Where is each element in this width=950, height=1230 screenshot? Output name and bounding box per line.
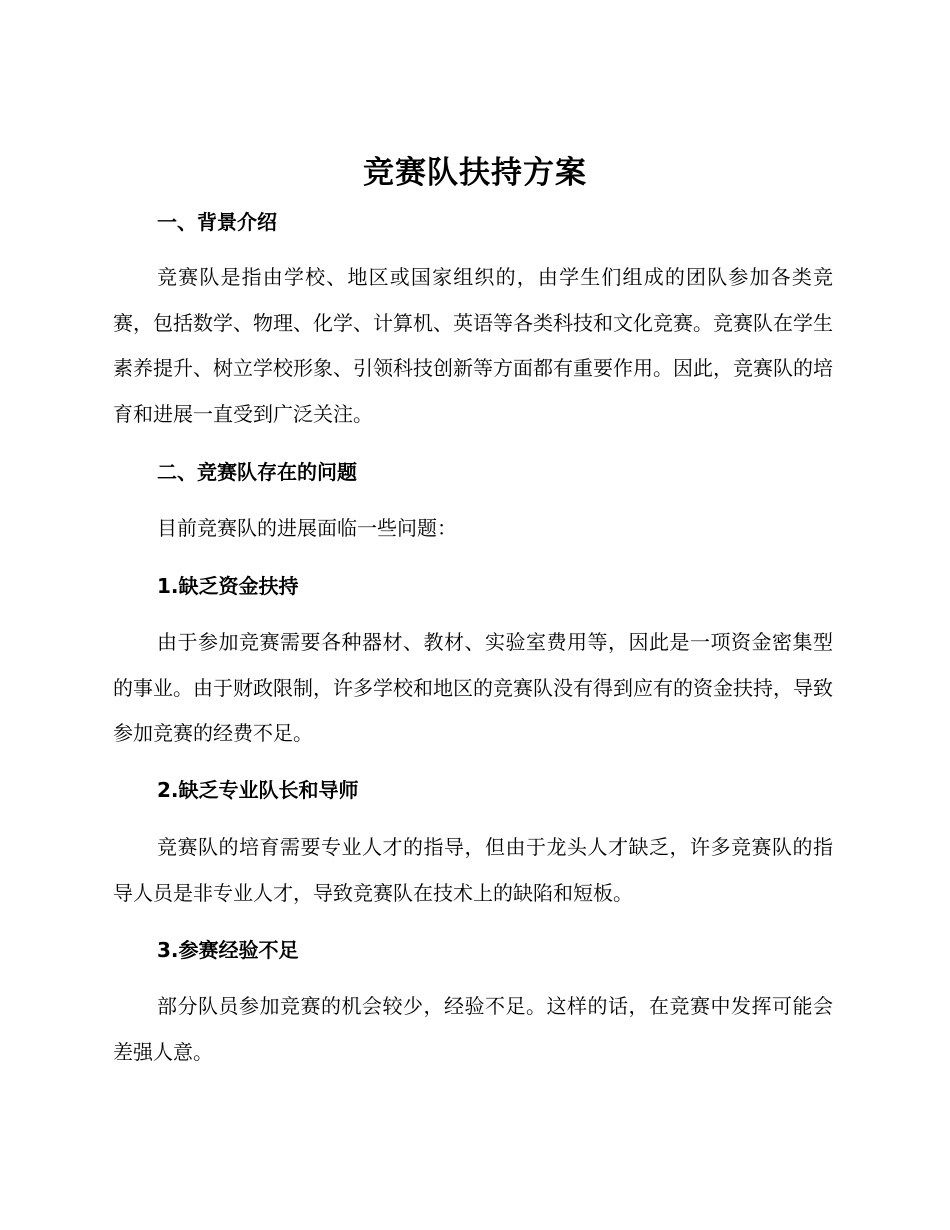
section-paragraph-funding: 由于参加竞赛需要各种器材、教材、实验室费用等，因此是一项资金密集型的事业。由于财政限制，许多学校和地区的竞赛队没有得到应有的资金扶持，导致参加竞赛的经费不足。	[113, 630, 833, 745]
section-paragraph-mentors: 竞赛队的培育需要专业人才的指导，但由于龙头人才缺乏，许多竞赛队的指导人员是非专业人才，导致竞赛队在技术上的缺陷和短板。	[113, 835, 833, 905]
section-paragraph-background: 竞赛队是指由学校、地区或国家组织的，由学生们组成的团队参加各类竞赛，包括数学、物理、化学、计算机、英语等各类科技和文化竞赛。竞赛队在学生素养提升、树立学校形象、引领科技创新等方面都有重要作用。因此，竞赛队的培育和进展一直受到广泛关注。	[113, 265, 833, 426]
section-heading-background: 一、背景介绍	[157, 210, 277, 234]
section-paragraph-problems: 目前竞赛队的进展面临一些问题：	[157, 516, 457, 540]
section-heading-problems: 二、竞赛队存在的问题	[157, 460, 357, 484]
section-heading-mentors: 2.缺乏专业队长和导师	[157, 778, 359, 802]
section-heading-funding: 1.缺乏资金扶持	[157, 574, 299, 598]
section-heading-experience: 3.参赛经验不足	[157, 938, 299, 962]
document-title: 竞赛队扶持方案	[363, 155, 587, 191]
section-paragraph-experience: 部分队员参加竞赛的机会较少，经验不足。这样的话，在竞赛中发挥可能会差强人意。	[113, 994, 833, 1064]
